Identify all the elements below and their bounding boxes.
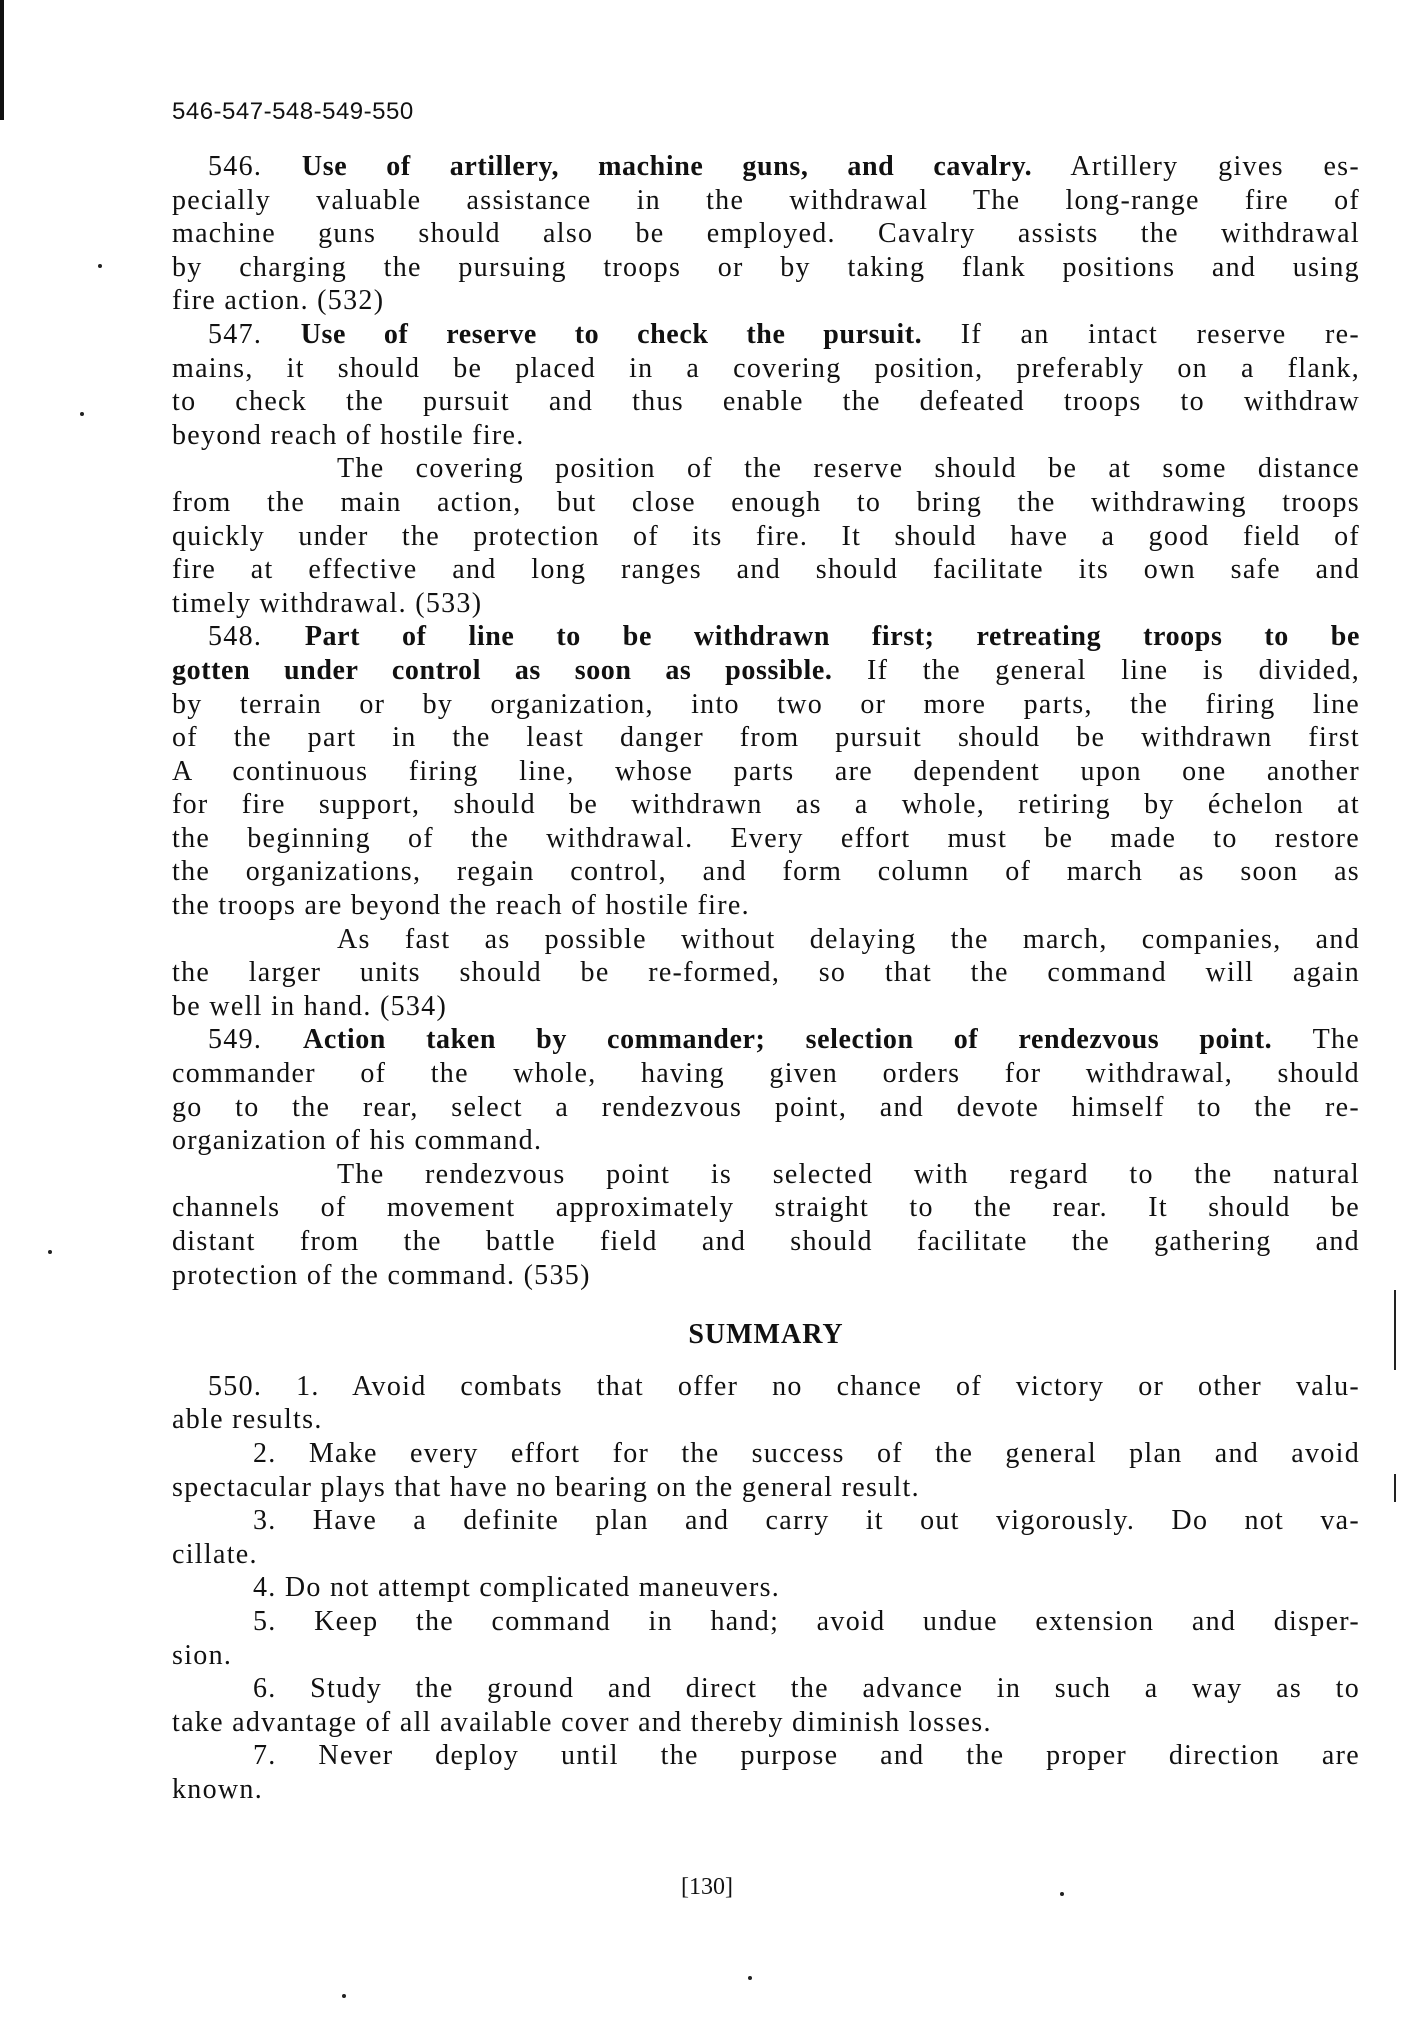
- line-text: If an intact reserve re-: [922, 318, 1360, 350]
- line-text: the larger units should be re-formed, so that the command will again: [172, 957, 1360, 989]
- paragraph: [172, 1504, 1360, 1571]
- line-text: for fire support, should be withdrawn as a whole, retiring by échelon at: [172, 789, 1360, 821]
- text-line: [172, 889, 1360, 923]
- text-line: [172, 923, 1360, 957]
- line-text: sion.: [172, 1639, 233, 1671]
- scan-left-edge: [0, 0, 4, 120]
- line-text: by terrain or by organization, into two or more parts, the firing line: [172, 688, 1360, 720]
- section-title: Part of line to be withdrawn first; retreating troops to be: [304, 621, 1361, 653]
- running-head: 546-547-548-549-550: [172, 98, 414, 125]
- line-text: As fast as possible without delaying the march, companies, and: [337, 923, 1360, 955]
- page-number: [130]: [681, 1874, 733, 1900]
- line-text: The rendezvous point is selected with regard to the natural: [337, 1158, 1360, 1190]
- text-line: [172, 1706, 1360, 1740]
- text-line: [172, 1091, 1360, 1125]
- text-line: [172, 520, 1360, 554]
- paragraph: [172, 318, 1360, 452]
- paragraph: [172, 1739, 1360, 1806]
- line-text: Artillery gives es-: [1032, 151, 1360, 182]
- line-text: A continuous firing line, whose parts are dependent upon one another: [172, 755, 1360, 787]
- section-heading: SUMMARY: [688, 1319, 844, 1351]
- line-text: organization of his command.: [172, 1125, 543, 1157]
- text-line: [172, 1639, 1360, 1673]
- line-text: If the general line is divided,: [832, 654, 1360, 686]
- paragraph: [172, 150, 1360, 318]
- line-text: spectacular plays that have no bearing on the general result.: [172, 1471, 920, 1503]
- text-line: [172, 654, 1360, 688]
- text-line: [172, 251, 1360, 285]
- text-line: [172, 755, 1360, 789]
- text-line: [172, 217, 1360, 251]
- section-number: 548.: [208, 621, 305, 653]
- scan-speck: [48, 1250, 52, 1254]
- scan-speck: [748, 1976, 752, 1980]
- line-text: commander of the whole, having given orders for withdrawal, should: [172, 1058, 1360, 1090]
- text-line: [172, 1437, 1360, 1471]
- line-text: take advantage of all available cover and thereby diminish losses.: [172, 1706, 992, 1738]
- line-text: 6. Study the ground and direct the advance in such a way as to: [253, 1673, 1360, 1705]
- line-text: go to the rear, select a rendezvous point, and devote himself to the re-: [172, 1091, 1360, 1123]
- line-text: the beginning of the withdrawal. Every effort must be made to restore: [172, 822, 1360, 854]
- section-title: gotten under control as soon as possible.: [172, 654, 833, 686]
- paragraph: [172, 452, 1360, 620]
- text-line: [172, 1403, 1360, 1437]
- text-line: [172, 352, 1360, 386]
- line-text: machine guns should also be employed. Cavalry assists the withdrawal: [172, 218, 1360, 250]
- section-title: Action taken by commander; selection of rendezvous point.: [303, 1024, 1273, 1056]
- text-line: [172, 318, 1360, 352]
- text-line: [172, 990, 1360, 1024]
- page-body: [172, 150, 1360, 1807]
- text-line: [172, 150, 1360, 184]
- section-number: 549.: [208, 1024, 304, 1056]
- text-line: [172, 553, 1360, 587]
- text-line: [172, 284, 1360, 318]
- text-line: [172, 1739, 1360, 1773]
- text-line: [172, 1471, 1360, 1505]
- text-line: [172, 1225, 1360, 1259]
- text-line: [172, 1571, 1360, 1605]
- text-line: [172, 587, 1360, 621]
- scan-mark: [1394, 1290, 1396, 1370]
- text-line: [172, 721, 1360, 755]
- line-text: beyond reach of hostile fire.: [172, 419, 525, 451]
- paragraph: [172, 620, 1360, 922]
- line-text: quickly under the protection of its fire. It should have a good field of: [172, 520, 1360, 552]
- text-line: [172, 1023, 1360, 1057]
- paragraph: [172, 1672, 1360, 1739]
- text-line: [172, 1259, 1360, 1293]
- line-text: fire action. (532): [172, 285, 385, 317]
- line-text: fire at effective and long ranges and should facilitate its own safe and: [172, 554, 1360, 586]
- text-line: [172, 452, 1360, 486]
- text-line: [172, 855, 1360, 889]
- line-text: protection of the command. (535): [172, 1259, 591, 1291]
- text-line: [172, 1124, 1360, 1158]
- scan-speck: [342, 1994, 346, 1998]
- line-text: to check the pursuit and thus enable the defeated troops to withdraw: [172, 386, 1360, 418]
- text-line: [172, 1605, 1360, 1639]
- paragraph: [172, 1158, 1360, 1292]
- text-line: [172, 1057, 1360, 1091]
- text-line: [172, 1158, 1360, 1192]
- paragraph: [172, 1370, 1360, 1437]
- text-line: [172, 1538, 1360, 1572]
- text-line: [172, 822, 1360, 856]
- text-line: [172, 184, 1360, 218]
- text-line: [172, 1773, 1360, 1807]
- text-line: [172, 419, 1360, 453]
- line-text: of the part in the least danger from pursuit should be withdrawn first: [172, 722, 1360, 754]
- line-text: by charging the pursuing troops or by taking flank positions and using: [172, 251, 1360, 283]
- line-text: 4. Do not attempt complicated maneuvers.: [253, 1572, 781, 1604]
- text-line: [172, 788, 1360, 822]
- text-line: [172, 486, 1360, 520]
- line-text: from the main action, but close enough to bring the withdrawing troops: [172, 486, 1360, 518]
- scan-mark: [1394, 1474, 1396, 1502]
- line-text: mains, it should be placed in a covering position, preferably on a flank,: [172, 352, 1360, 384]
- line-text: 550. 1. Avoid combats that offer no chance of victory or other valu-: [208, 1370, 1360, 1402]
- line-text: the troops are beyond the reach of hostile fire.: [172, 890, 750, 922]
- line-text: timely withdrawal. (533): [172, 587, 483, 619]
- paragraph: [172, 923, 1360, 1024]
- scan-speck: [98, 264, 102, 268]
- text-line: [172, 620, 1360, 654]
- line-text: 7. Never deploy until the purpose and the proper direction are: [253, 1740, 1360, 1772]
- paragraph: [172, 1571, 1360, 1605]
- line-text: 5. Keep the command in hand; avoid undue extension and disper-: [253, 1605, 1360, 1637]
- section-title: Use of artillery, machine guns, and cavalry.: [301, 151, 1033, 182]
- line-text: distant from the battle field and should facilitate the gathering and: [172, 1226, 1360, 1257]
- text-line: [172, 385, 1360, 419]
- line-text: known.: [172, 1773, 264, 1805]
- scan-speck: [80, 412, 84, 416]
- text-line: [172, 1672, 1360, 1706]
- paragraph: [172, 1023, 1360, 1157]
- section-number: 546.: [208, 151, 302, 182]
- text-line: [172, 1370, 1360, 1404]
- line-text: channels of movement approximately straight to the rear. It should be: [172, 1192, 1360, 1224]
- line-text: cillate.: [172, 1538, 258, 1570]
- text-line: [172, 1504, 1360, 1538]
- line-text: 2. Make every effort for the success of the general plan and avoid: [253, 1437, 1360, 1469]
- text-line: [172, 688, 1360, 722]
- section-number: 547.: [208, 318, 301, 350]
- paragraph: [172, 1437, 1360, 1504]
- section-title: Use of reserve to check the pursuit.: [300, 318, 923, 350]
- paragraph: [172, 1605, 1360, 1672]
- line-text: The: [1272, 1024, 1360, 1056]
- line-text: 3. Have a definite plan and carry it out vigorously. Do not va-: [253, 1505, 1360, 1537]
- text-line: [172, 956, 1360, 990]
- line-text: pecially valuable assistance in the withdrawal The long-range fire of: [172, 184, 1360, 216]
- text-line: [172, 1191, 1360, 1225]
- line-text: be well in hand. (534): [172, 990, 448, 1022]
- line-text: The covering position of the reserve should be at some distance: [337, 453, 1360, 485]
- line-text: able results.: [172, 1404, 323, 1436]
- line-text: the organizations, regain control, and form column of march as soon as: [172, 856, 1360, 888]
